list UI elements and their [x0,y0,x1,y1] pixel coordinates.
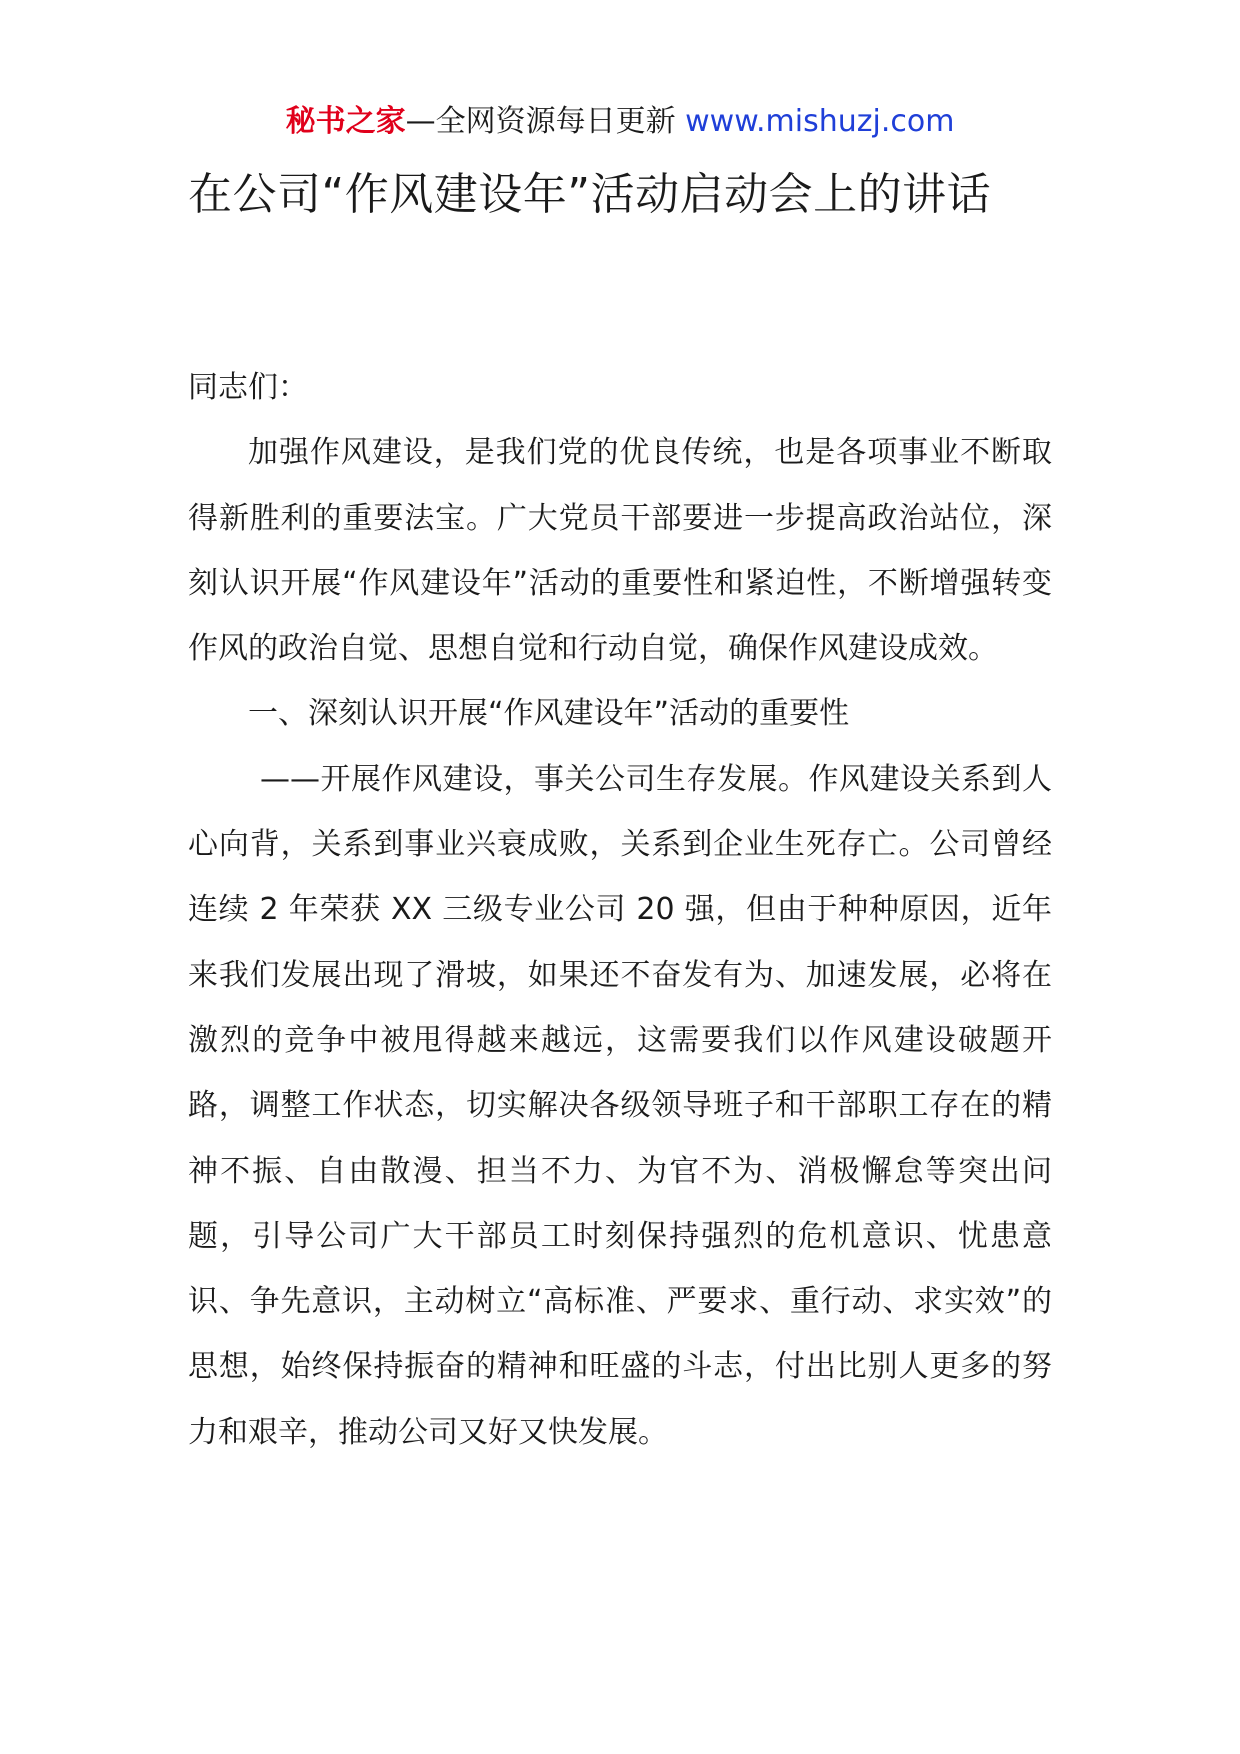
site-url-link[interactable]: www.mishuzj.com [685,104,955,139]
salutation: 同志们： [188,370,308,405]
site-header [0,100,1240,144]
document-body [188,355,1052,1465]
document-title: 在公司“作风建设年”活动启动会上的讲话 [188,169,992,220]
header-tagline: —全网资源每日更新 [405,104,676,139]
paragraph-development: ——开展作风建设，事关公司生存发展。作风建设关系到人心向背，关系到事业兴衰成败，关系到企业生死存亡。公司曾经连续 2 年荣获 XX 三级专业公司 20 强，但由于种种原因，近年来我们发展出现了滑坡，如果还不奋发有为、加速发展，必将在激烈的竞争中被甩得越来越远，这需要我们以作风建设破题开路，调整工作状态，切实解决各级领导班子和干部职工存在的精神不振、自由散漫、担当不力、为官不为、消极懈怠等突出问题，引导公司广大干部员工时刻保持强烈的危机意识、忧患意识、争先意识，主动树立“高标准、严要求、重行动、求实效”的思想，始终保持振奋的精神和旺盛的斗志，付出比别人更多的努力和艰辛，推动公司又好又快发展。 [188,761,1052,1450]
paragraph-intro: 加强作风建设，是我们党的优良传统，也是各项事业不断取得新胜利的重要法宝。广大党员干部要进一步提高政治站位，深刻认识开展“作风建设年”活动的重要性和紧迫性，不断增强转变作风的政治自觉、思想自觉和行动自觉，确保作风建设成效。 [188,435,1052,667]
section-heading: 一、深刻认识开展“作风建设年”活动的重要性 [248,696,850,732]
brand-name: 秘书之家 [285,104,406,139]
